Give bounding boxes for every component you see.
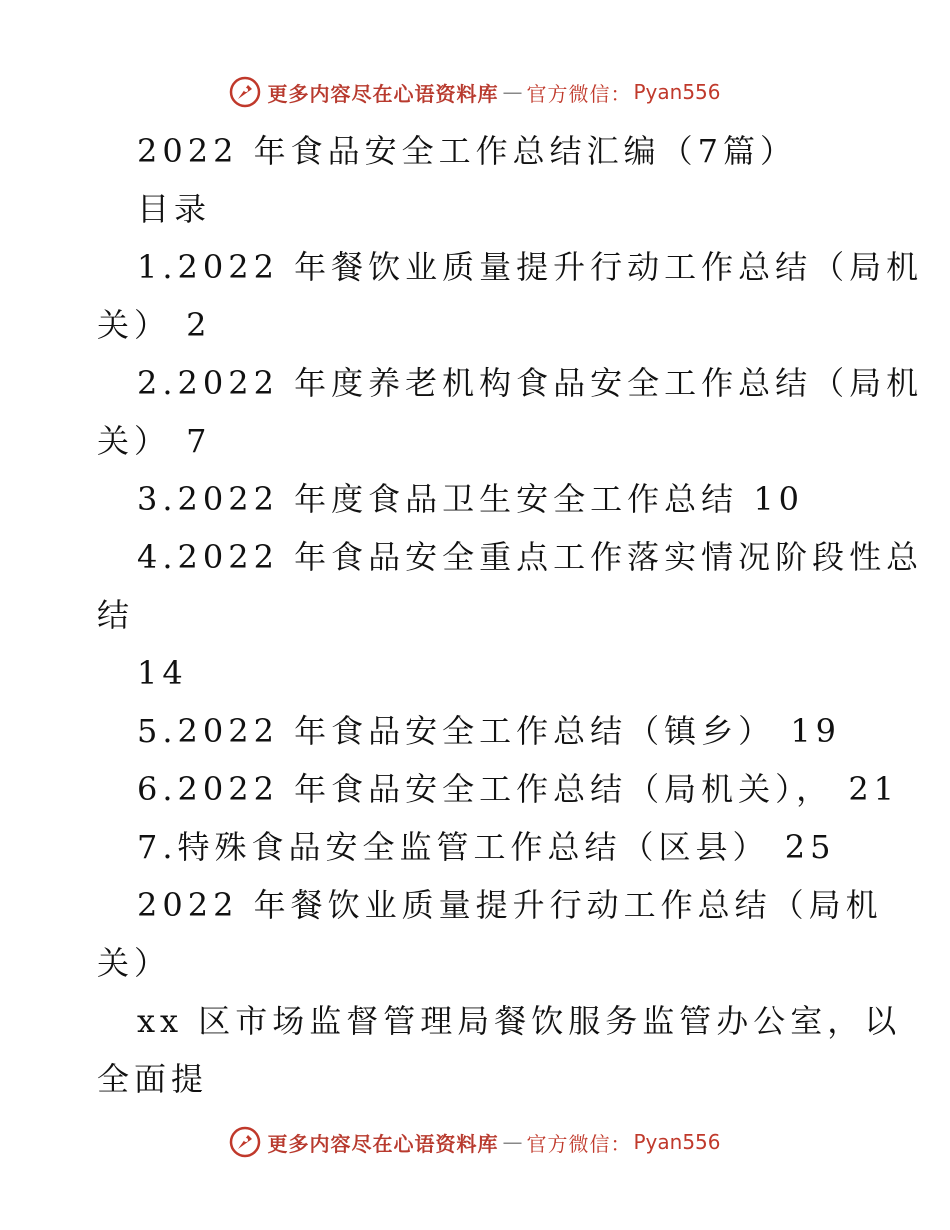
watermark-wechat-label: 官方微信： xyxy=(526,81,632,106)
toc-item-5: 5.2022 年食品安全工作总结（镇乡） 19 xyxy=(137,712,842,750)
toc-item-2: 2.2022 年度养老机构食品安全工作总结（局机 xyxy=(137,364,924,402)
body-paragraph-continuation: 全面提 xyxy=(97,1060,209,1098)
body-paragraph: xx 区市场监督管理局餐饮服务监管办公室，以 xyxy=(137,1002,902,1040)
document-title: 2022 年食品安全工作总结汇编（7篇） xyxy=(137,132,797,170)
toc-item-4: 4.2022 年食品安全重点工作落实情况阶段性总 xyxy=(137,538,924,576)
watermark-wechat-id: Pyan556 xyxy=(633,1130,721,1154)
section-title: 2022 年餐饮业质量提升行动工作总结（局机 xyxy=(137,886,883,924)
toc-heading: 目录 xyxy=(137,190,212,228)
watermark-banner-top xyxy=(0,72,950,112)
toc-item-3: 3.2022 年度食品卫生安全工作总结 10 xyxy=(137,480,805,518)
pen-nib-logo-icon xyxy=(229,1126,261,1158)
toc-item-2-continuation: 关） 7 xyxy=(97,422,212,460)
document-body xyxy=(97,122,924,1108)
watermark-separator: — xyxy=(502,80,523,104)
toc-item-7: 7.特殊食品安全监管工作总结（区县） 25 xyxy=(137,828,836,866)
watermark-wechat-label: 官方微信： xyxy=(526,1131,632,1156)
watermark-brand: 更多内容尽在心语资料库 xyxy=(267,81,499,106)
watermark-wechat-id: Pyan556 xyxy=(633,80,721,104)
toc-item-1: 1.2022 年餐饮业质量提升行动工作总结（局机 xyxy=(137,248,924,286)
watermark-brand: 更多内容尽在心语资料库 xyxy=(267,1131,499,1156)
pen-nib-logo-icon xyxy=(229,76,261,108)
toc-item-4-continuation: 结 xyxy=(97,596,135,634)
toc-item-1-continuation: 关） 2 xyxy=(97,306,212,344)
toc-item-6: 6.2022 年食品安全工作总结（局机关）， 21 xyxy=(137,770,900,808)
section-title-continuation: 关） xyxy=(97,944,172,982)
toc-item-4-page: 14 xyxy=(137,654,188,692)
watermark-banner-bottom xyxy=(0,1122,950,1162)
watermark-separator: — xyxy=(502,1130,523,1154)
